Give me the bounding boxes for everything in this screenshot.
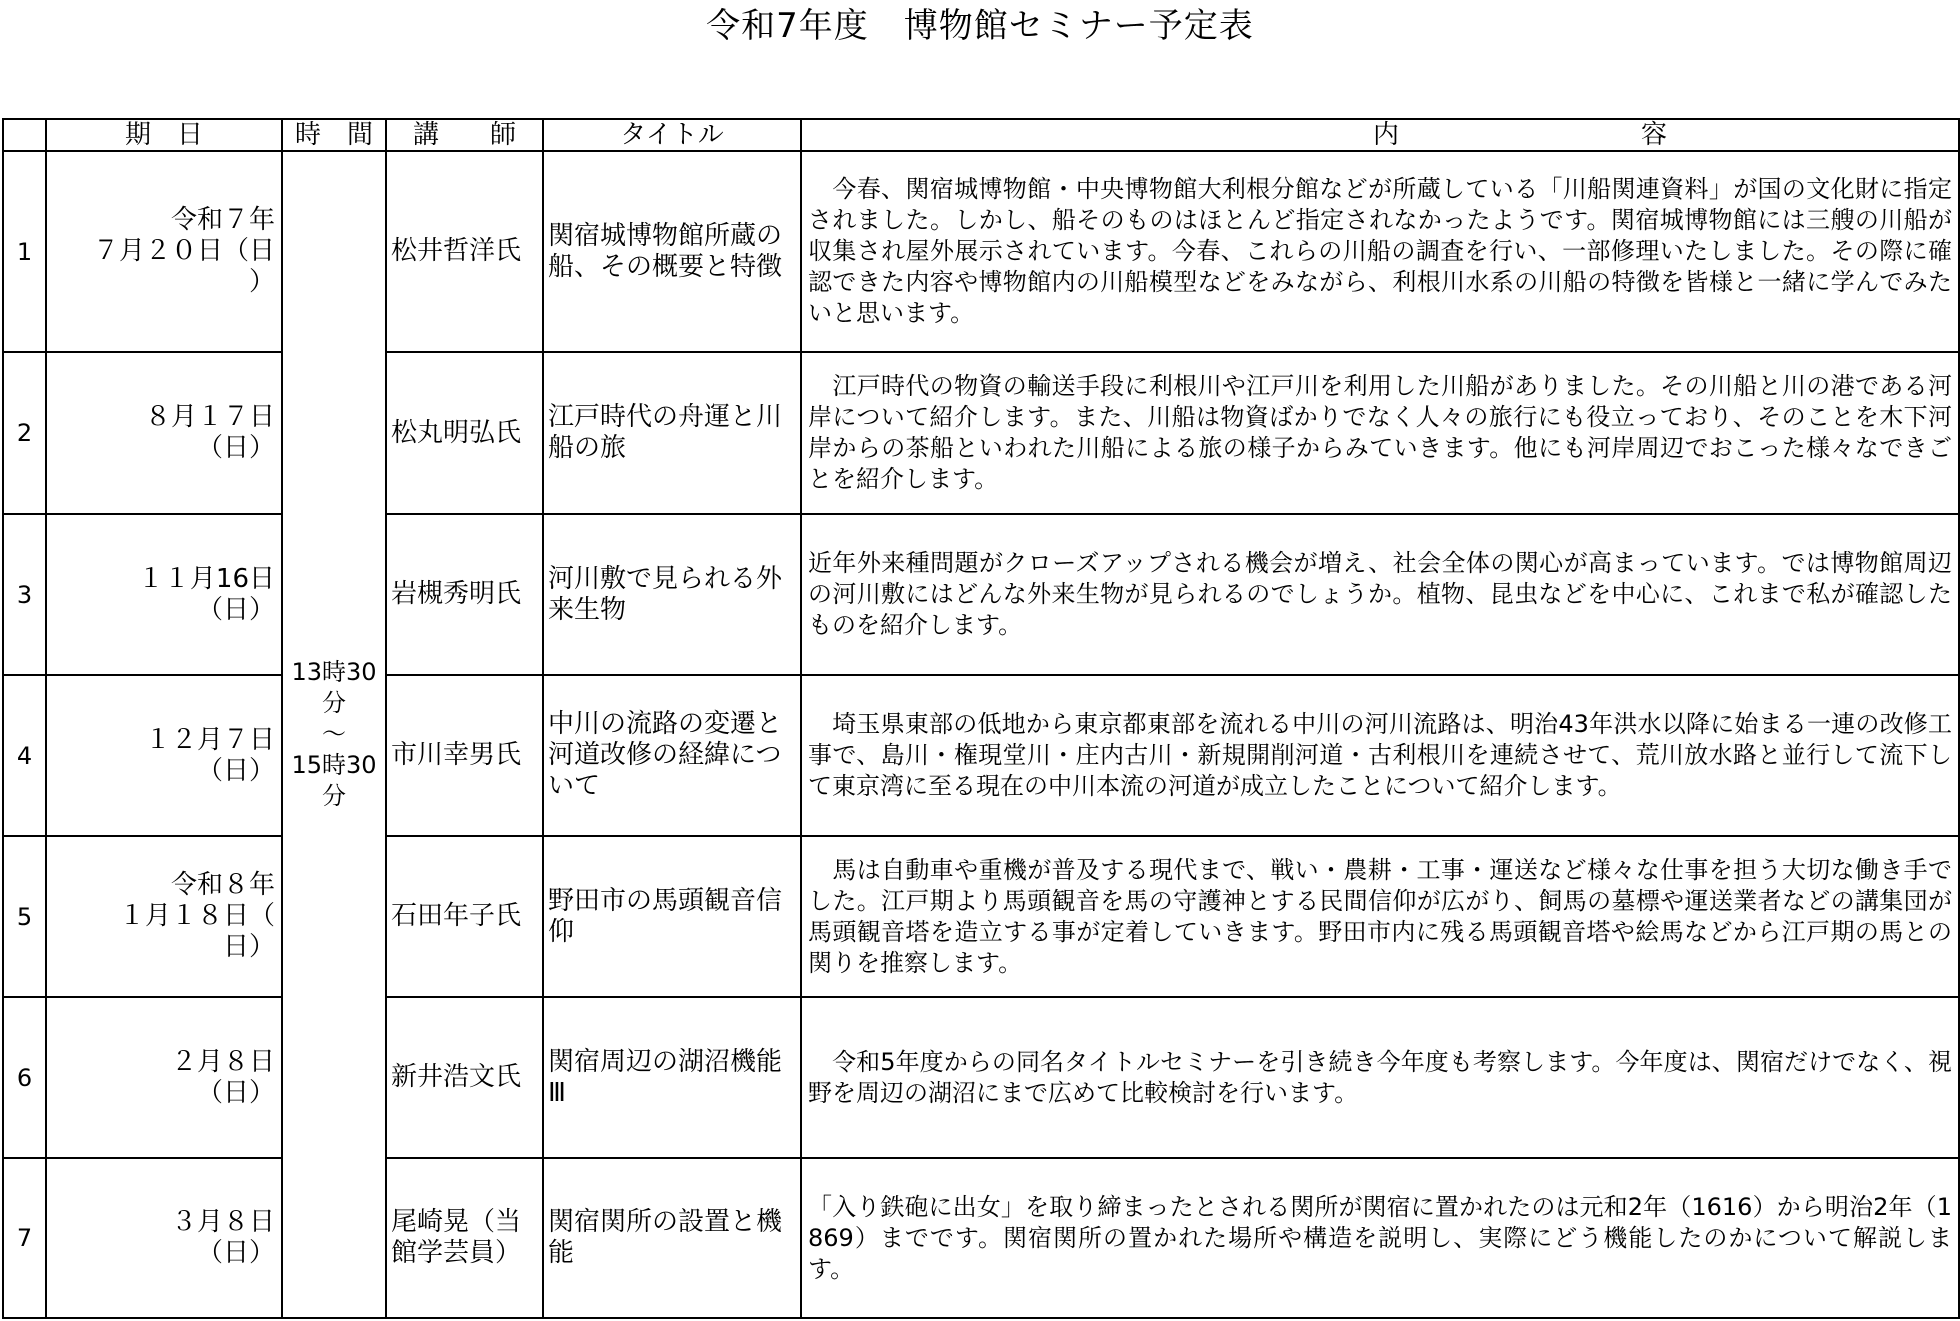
seminar-schedule-table — [2, 118, 1960, 1319]
date-line: 令和７年 — [170, 205, 275, 235]
header-row — [3, 119, 1959, 151]
row-number: 7 — [3, 1158, 46, 1318]
row-number: 4 — [3, 675, 46, 836]
row-date — [46, 151, 282, 352]
row-date — [46, 675, 282, 836]
date-line: ） — [248, 267, 275, 297]
row-content: 令和5年度からの同名タイトルセミナーを引き続き今年度も考察します。今年度は、関宿だけでなく、視野を周辺の湖沼にまで広めて比較検討を行います。 — [801, 997, 1959, 1158]
row-number: 6 — [3, 997, 46, 1158]
date-line: ２月８日 — [170, 1046, 275, 1077]
time-line: 15時30 — [291, 751, 377, 779]
row-lecturer: 松井哲洋氏 — [386, 151, 543, 352]
date-line: （日） — [196, 755, 275, 786]
row-title: 関宿城博物館所蔵の船、その概要と特徴 — [543, 151, 801, 352]
row-lecturer: 石田年子氏 — [386, 836, 543, 997]
header-date: 期 日 — [46, 119, 282, 151]
row-number: 5 — [3, 836, 46, 997]
row-lecturer: 岩槻秀明氏 — [386, 514, 543, 675]
row-number: 2 — [3, 352, 46, 514]
row-content: 埼玉県東部の低地から東京都東部を流れる中川の河川流路は、明治43年洪水以降に始まる一連の改修工事で、島川・権現堂川・庄内古川・新規開削河道・古利根川を連続させて、荒川放水路と並行して流下して東京湾に至る現在の中川本流の河道が成立したことについて紹介します。 — [801, 675, 1959, 836]
row-lecturer: 市川幸男氏 — [386, 675, 543, 836]
date-line: ３月８日 — [170, 1207, 275, 1237]
date-line: １月１８日（ — [118, 901, 275, 931]
header-title: タイトル — [543, 119, 801, 151]
date-line: １１月16日 — [137, 563, 275, 594]
header-lecturer-char-1: 講 — [413, 120, 440, 150]
row-lecturer: 尾崎晃（当館学芸員） — [386, 1158, 543, 1318]
row-content: 馬は自動車や重機が普及する現代まで、戦い・農耕・工事・運送など様々な仕事を担う大切な働き手でした。江戸期より馬頭観音を馬の守護神とする民間信仰が広がり、飼馬の墓標や運送業者などの講集団が馬頭観音塔を造立する事が定着していきます。野田市内に残る馬頭観音塔や絵馬などから江戸期の馬との関りを推察します。 — [801, 836, 1959, 997]
table-row — [3, 151, 1959, 352]
header-content-char-1: 内 — [1372, 120, 1399, 150]
row-lecturer: 松丸明弘氏 — [386, 352, 543, 514]
row-content: 「入り鉄砲に出女」を取り締まったとされる関所が関宿に置かれたのは元和2年（1616）から明治2年（1869）までです。関宿関所の置かれた場所や構造を説明し、実際にどう機能したのかについて解説します。 — [801, 1158, 1959, 1318]
header-content — [801, 119, 1959, 151]
header-lecturer-char-2: 師 — [489, 120, 516, 150]
header-number — [3, 119, 46, 151]
row-date — [46, 997, 282, 1158]
row-title: 河川敷で見られる外来生物 — [543, 514, 801, 675]
time-line: 分 — [322, 782, 346, 810]
row-title: 関宿関所の設置と機能 — [543, 1158, 801, 1318]
row-content: 今春、関宿城博物館・中央博物館大利根分館などが所蔵している「川船関連資料」が国の文化財に指定されました。しかし、船そのものはほとんど指定されなかったようです。関宿城博物館には三艘の川船が収集され屋外展示されています。今春、これらの川船の調査を行い、一部修理いたしました。その際に確認できた内容や博物館内の川船模型などをみながら、利根川水系の川船の特徴を皆様と一緒に学んでみたいと思います。 — [801, 151, 1959, 352]
row-number: 1 — [3, 151, 46, 352]
row-date — [46, 836, 282, 997]
date-line: １２月７日 — [144, 724, 275, 755]
date-line: （日） — [196, 1238, 275, 1268]
header-lecturer — [386, 119, 543, 151]
time-line: 分 — [322, 689, 346, 717]
date-line: 令和８年 — [170, 870, 275, 900]
row-lecturer: 新井浩文氏 — [386, 997, 543, 1158]
row-title: 江戸時代の舟運と川船の旅 — [543, 352, 801, 514]
header-content-char-2: 容 — [1640, 120, 1667, 150]
time-cell — [282, 151, 386, 1318]
row-title: 野田市の馬頭観音信仰 — [543, 836, 801, 997]
date-line: （日） — [196, 594, 275, 625]
header-time: 時 間 — [282, 119, 386, 151]
time-line: ～ — [322, 720, 346, 748]
time-line: 13時30 — [291, 658, 377, 686]
date-line: （日） — [196, 1077, 275, 1108]
row-content: 江戸時代の物資の輸送手段に利根川や江戸川を利用した川船がありました。その川船と川の港である河岸について紹介します。また、川船は物資ばかりでなく人々の旅行にも役立っており、そのことを木下河岸からの茶船といわれた川船による旅の様子からみていきます。他にも河岸周辺でおこった様々なできごとを紹介します。 — [801, 352, 1959, 514]
row-date — [46, 1158, 282, 1318]
date-line: 日） — [222, 932, 275, 962]
row-title: 中川の流路の変遷と河道改修の経緯について — [543, 675, 801, 836]
row-title: 関宿周辺の湖沼機能Ⅲ — [543, 997, 801, 1158]
row-date — [46, 352, 282, 514]
date-line: （日） — [196, 433, 275, 463]
page-title: 令和7年度 博物館セミナー予定表 — [706, 6, 1254, 46]
date-line: ８月１７日 — [144, 402, 275, 432]
date-line: ７月２０日（日 — [92, 236, 275, 266]
row-date — [46, 514, 282, 675]
row-content: 近年外来種問題がクローズアップされる機会が増え、社会全体の関心が高まっています。では博物館周辺の河川敷にはどんな外来生物が見られるのでしょうか。植物、昆虫などを中心に、これまで私が確認したものを紹介します。 — [801, 514, 1959, 675]
row-number: 3 — [3, 514, 46, 675]
